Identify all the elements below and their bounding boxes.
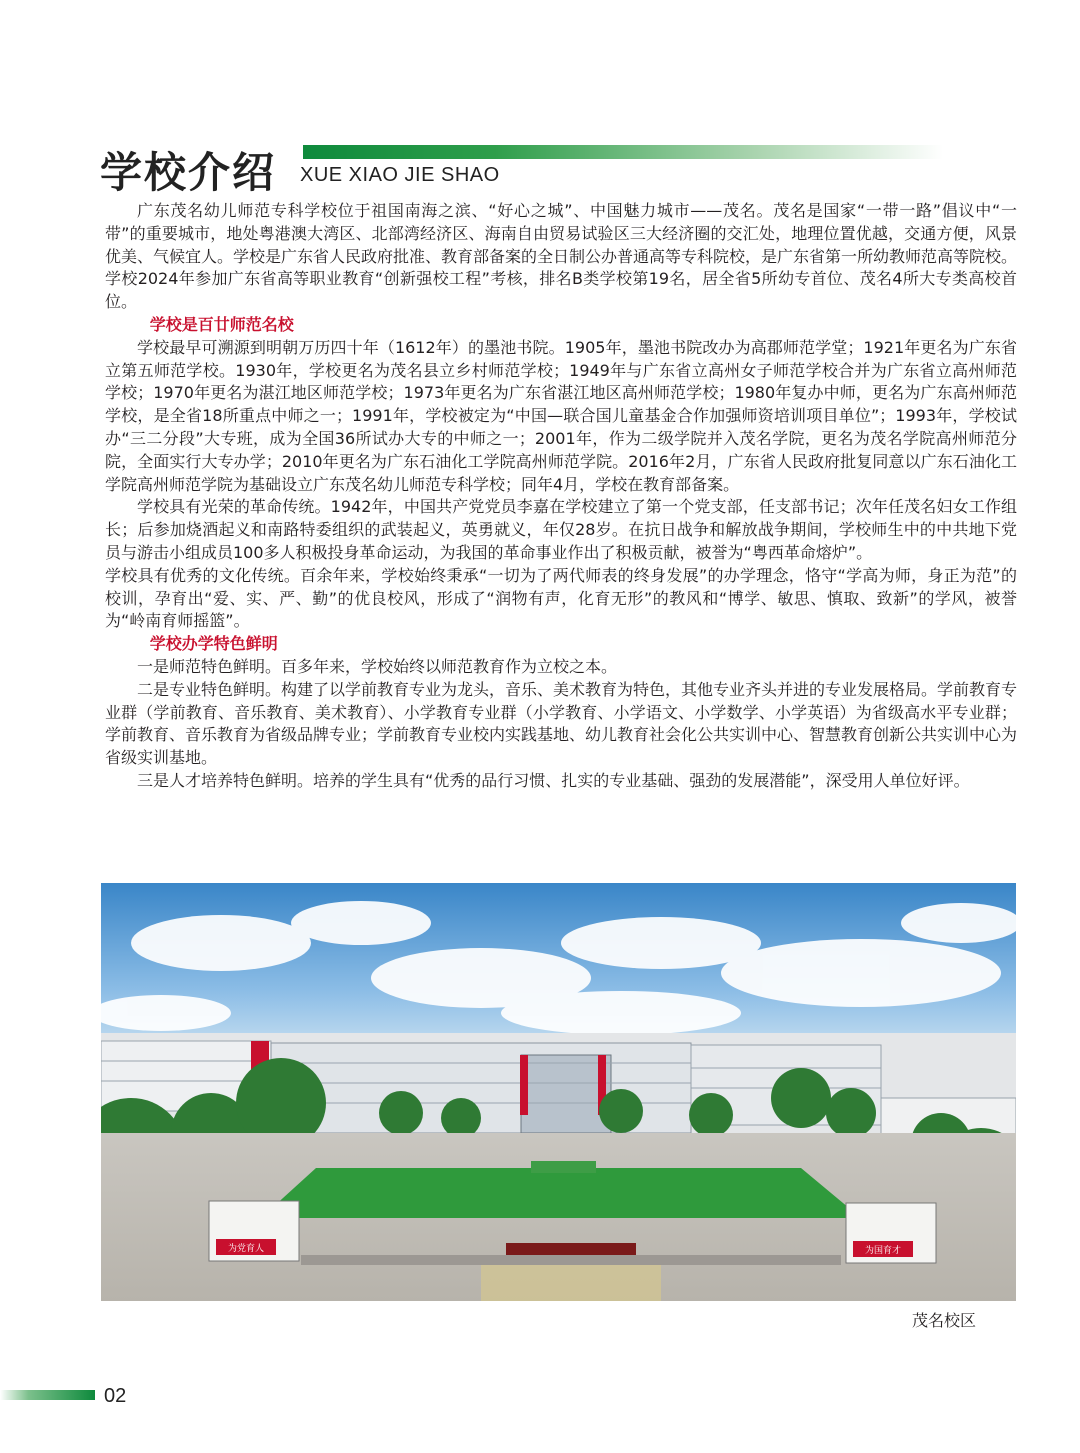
history-paragraph: 学校最早可溯源到明朝万历四十年（1612年）的墨池书院。1905年，墨池书院改办为高郡师范学堂；1921年更名为广东省立第五师范学校。1930年，学校更名为茂名县立乡村师范学校；1949年与广东省立高州女子师范学校合并为广东省立高州师范学校；1970年更名为湛江地区师范学校；1973年更名为广东省湛江地区高州师范学校；1980年复办中师，更名为广东高州师范学校，是全省18所重点中师之一；1991年，学校被定为“中国—联合国儿童基金合作加强师资培训项目单位”；1993年，学校试办“三二分段”大专班，成为全国36所试办大专的中师之一；2001年，作为二级学院并入茂名学院，更名为茂名学院高州师范分院，全面实行大专办学；2010年更名为广东石油化工学院高州师范学院。2016年2月，广东省人民政府批复同意以广东石油化工学院高州师范学院为基础设立广东茂名幼儿师范专科学校；同年4月，学校在教育部备案。 [105,337,1017,494]
feature-2-paragraph: 二是专业特色鲜明。构建了以学前教育专业为龙头，音乐、美术教育为特色，其他专业齐头并进的专业发展格局。学前教育专业群（学前教育、音乐教育、美术教育）、小学教育专业群（小学教育、小学语文、小学数学、小学英语）为省级高水平专业群；学前教育、音乐教育为省级品牌专业；学前教育专业校内实践基地、幼儿教育社会化公共实训中心、智慧教育创新公共实训中心为省级实训基地。 [105,679,1018,768]
section-heading-history: 学校是百廿师范名校 [149,314,294,334]
page-number: 02 [104,1385,127,1407]
culture-paragraph: 学校具有优秀的文化传统。百余年来，学校始终秉承“一切为了两代师表的终身发展”的办学理念，恪守“学高为师，身正为范”的校训，孕育出“爱、实、严、勤”的优良校风，形成了“润物有声，化育无形”的教风和“博学、敏思、慎取、致新”的学风，被誉为“岭南育师摇篮”。 [105,565,1017,631]
feature-3-paragraph: 三是人才培养特色鲜明。培养的学生具有“优秀的品行习惯、扎实的专业基础、强劲的发展潜能”，深受用人单位好评。 [137,770,970,790]
gate-left-sign: 为党育人 [227,1244,265,1254]
title-accent-bar [303,145,943,159]
photo-caption: 茂名校区 [912,1311,977,1330]
page-title-pinyin: XUE XIAO JIE SHAO [300,164,500,186]
feature-1-paragraph: 一是师范特色鲜明。百多年来，学校始终以师范教育作为立校之本。 [137,656,618,676]
lawn [261,1168,861,1218]
section-heading-features: 学校办学特色鲜明 [149,634,278,654]
footer-accent-bar [0,1390,95,1400]
revolution-paragraph: 学校具有光荣的革命传统。1942年，中国共产党党员李嘉在学校建立了第一个党支部，任支部书记；次年任茂名妇女工作组长；后参加烧酒起义和南路特委组织的武装起义，英勇就义，年仅28岁。在抗日战争和解放战争期间，学校师生中的中共地下党员与游击小组成员100多人积极投身革命运动，为我国的革命事业作出了积极贡献，被誉为“粤西革命熔炉”。 [105,497,1017,562]
article-body [105,200,1017,793]
page-title: 学校介绍 [100,148,277,197]
intro-paragraph: 广东茂名幼儿师范专科学校位于祖国南海之滨、“好心之城”、中国魅力城市——茂名。茂名是国家“一带一路”倡议中“一带”的重要城市，地处粤港澳大湾区、北部湾经济区、海南自由贸易试验区三大经济圈的交汇处，地理位置优越，交通方便，风景优美、气候宜人。学校是广东省人民政府批准、教育部备案的全日制公办普通高等专科院校，是广东省第一所幼教师范高等院校。学校2024年参加广东省高等职业教育“创新强校工程”考核，排名B类学校第19名，居全省5所幼专首位、茂名4所大专类高校首位。 [105,201,1018,312]
campus-illustration [101,883,1016,1301]
gate-right-sign: 为国育才 [864,1246,902,1256]
campus-photo [101,883,1016,1301]
